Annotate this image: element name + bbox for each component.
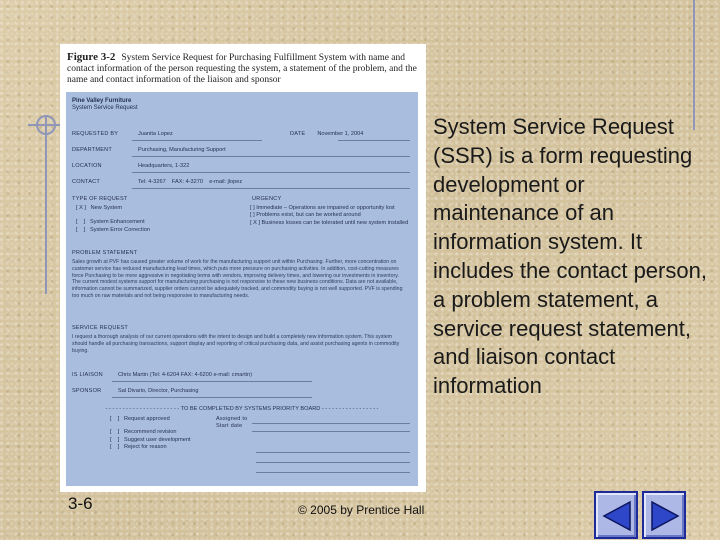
liaison-value: Chris Martin (Tel: 4-6204 FAX: 4-6200 e-mail: cmartin) [118,372,252,378]
problem-statement-label: PROBLEM STATEMENT [72,250,138,256]
type-option: [ ] System Error Correction [76,226,150,233]
decorative-circle [36,115,56,135]
underline [256,462,410,463]
date-value: November 1, 2004 [317,131,364,137]
sponsor-row [72,388,199,395]
requested-by-label: REQUESTED BY [72,131,119,137]
underline [112,397,312,398]
figure-image [60,44,426,492]
next-slide-button[interactable] [642,491,686,539]
previous-slide-button[interactable] [594,491,638,539]
location-row [72,163,189,170]
form-title: System Service Request [72,105,138,112]
board-option: [ ] Recommend revision [110,429,177,436]
contact-row [72,179,242,186]
sponsor-label: SPONSOR [72,388,102,394]
sponsor-value: Sal Divario, Director, Purchasing [118,388,199,394]
type-options [76,205,246,234]
completion-divider: - - - - - - - - - - - - - - - - - - - - - - TO BE COMPLETED BY SYSTEMS PRIORITY BOARD - - - - - - - - - - - - - - - - - [105,406,379,412]
board-option: [ ] Reject for reason [110,444,167,451]
underline [132,188,410,189]
decorative-vertical-line-left [45,116,47,294]
requested-by-row [72,131,363,138]
underline [112,381,312,382]
underline [256,472,410,473]
problem-statement-header [72,250,137,257]
underline [338,140,410,141]
figure-caption-label: Figure 3-2 [67,51,116,63]
service-request-label: SERVICE REQUEST [72,325,129,331]
type-option: [ ] System Enhancement [76,219,145,226]
request-type-header-row [72,196,281,203]
department-row [72,147,226,154]
urgency-option: [ ] Immediate – Operations are impaired or opportunity lost [250,205,395,211]
right-triangle-icon [648,499,682,533]
slide-number: 3-6 [68,494,93,513]
service-request-header [72,325,128,332]
board-option: [ ] Request approved [110,416,170,422]
underline [132,140,262,141]
requested-by-value: Juanita Lopez [138,131,173,137]
figure-caption [67,52,419,86]
liaison-row [72,372,252,379]
assigned-to-label: Assigned to [216,416,248,422]
copyright-notice: © 2005 by Prentice Hall [298,503,425,517]
problem-statement-text: Sales growth at PVF has caused greater volume of work for the manufacturing support unit within Purchasing. Further, more concentration on customer service has reduced manufacturing lead times, which puts more pressure on purchasing activities. In addition, cost-cutting measures force Purchasing to be more aggressive in negotiating terms with vendors, improving delivery times, and lowering our investments in inventory. The current modest systems support for manufacturing purchasing is not responsive to these new business conditions. Data are not available, information cannot be summarized, supplier orders cannot be adequately tracked, and commodity buying is not well supported. PVF is spending too much on raw materials and not being responsive to manufacturing needs. [72,259,403,299]
board-options [110,416,210,452]
urgency-options [250,205,412,227]
board-option: [ ] Suggest user development [110,436,191,443]
start-date-label: Start date [216,423,243,430]
assignment-fields [216,416,247,431]
figure-caption-text: System Service Request for Purchasing Fulfillment System with name and contact information of the person requesting the system, a statement of the problem, and the name and contact information of the liaison and sponsor [67,53,417,85]
left-triangle-icon [600,499,634,533]
urgency-option: [ ] Problems exist, but can be worked around [250,212,361,219]
underline [132,156,410,157]
location-value: Headquarters, 1-322 [138,163,190,169]
completion-heading: TO BE COMPLETED BY SYSTEMS PRIORITY BOARD [180,406,321,412]
location-label: LOCATION [72,163,102,169]
underline [252,423,410,424]
ssr-form [66,92,418,486]
contact-value: Tel: 4-3267 FAX: 4-3270 e-mail: jlopez [138,179,243,185]
service-request-text: I request a thorough analysis of our current operations with the intent to design and build a completely new information system. This system should handle all purchasing transactions, support display and reporting of critical purchasing data, and assist purchasing agents in commodity buying. [72,334,400,354]
urgency-option: [ X ] Business losses can be tolerated until new system installed [250,219,409,226]
underline [256,452,410,453]
liaison-label: IS LIAISON [72,372,103,378]
date-label: DATE [290,131,306,137]
contact-label: CONTACT [72,179,101,185]
slide-body-text: System Service Request (SSR) is a form requesting development or maintenance of an information system. It includes the contact person, a problem statement, a service request statement, and liaison contact information [433,114,707,399]
underline [252,431,410,432]
form-company: Pine Valley Furniture [72,98,132,104]
type-option: [ X ] New System [76,205,123,211]
urgency-label: URGENCY [252,196,282,202]
underline [132,172,410,173]
type-of-request-label: TYPE OF REQUEST [72,196,128,202]
decorative-vertical-line-right [693,0,695,130]
department-value: Purchasing, Manufacturing Support [138,147,226,153]
department-label: DEPARTMENT [72,147,113,153]
